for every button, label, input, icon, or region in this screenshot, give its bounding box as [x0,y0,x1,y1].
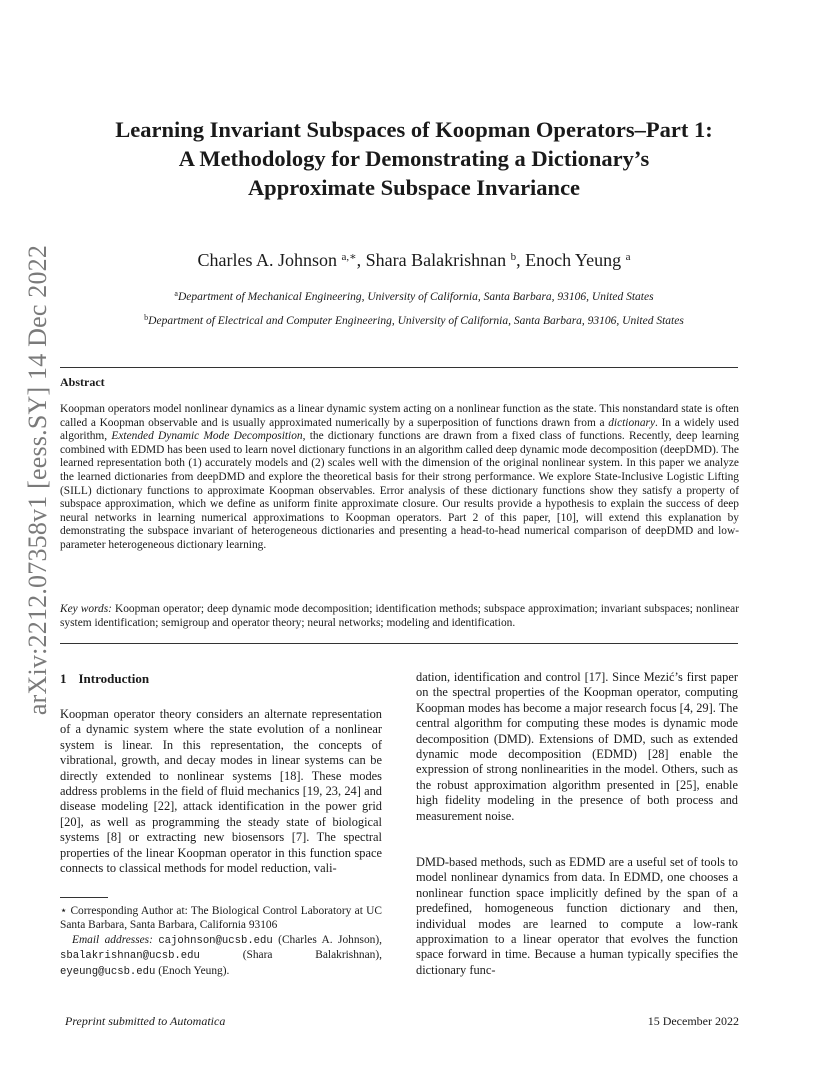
email-link[interactable]: cajohnson@ucsb.edu [158,934,273,947]
affiliation-a [40,289,788,303]
left-column-paragraph: Koopman operator theory considers an alternate representation of a dynamic system where the state evolution of a nonlinear system is linear. In this representation, the concepts of vibrational, growth, and decay modes in linear systems can be directly extended to nonlinear systems [18]. These modes address problems in the field of fluid mechanics [19, 23, 24] and disease modeling [22], attack identification in the power grid [20], as well as programming the steady state of biological systems [8] or extracting new biosensors [7]. The spectral properties of the linear Koopman operator in this function space connects to classical methods for model reduction, vali- [60,707,382,876]
abstract-heading: Abstract [60,375,105,389]
paper-title-line-1: Learning Invariant Subspaces of Koopman Operators–Part 1: [115,117,713,142]
right-column-paragraph: DMD-based methods, such as EDMD are a useful set of tools to model nonlinear dynamics from data. In EDMD, one chooses a nonlinear function space implicitly defined by the span of a predefined, homogeneous function dictionary and then, individual modes are learned to compute a low-rank approximation to a linear operator that evolves the function space forward in time. Because a human typically specifies the dictionary func- [416,855,738,977]
keywords-text: Koopman operator; deep dynamic mode decomposition; identification methods; subspace approximation; invariant subspaces; nonlinear system identification; semigroup and operator theory; neural networks; modeling and identification. [60,603,740,629]
author-list [40,250,788,271]
abstract-text: Koopman operators model nonlinear dynamics as a linear dynamic system acting on a nonlinear function as the state. This nonstandard state is often called a Koopman observable and is usually approximated numerically by a superposition of functions drawn from a [60,403,739,429]
footnote [60,904,382,979]
footnote-divider [60,897,108,898]
abstract-emphasis: Extended Dynamic Mode Decomposition [111,430,303,443]
footnote-text: Corresponding Author at: The Biological Control Laboratory at UC Santa Barbara, Santa Barbara, California 93106 [60,905,382,932]
section-number: 1 [60,671,67,686]
arxiv-stamp [18,244,58,716]
email-owner: (Enoch Yeung). [155,964,230,977]
affiliation-b [40,313,788,327]
author-name: Enoch Yeung [525,250,622,270]
divider [60,367,738,368]
footer-date: 15 December 2022 [647,1014,739,1028]
author-separator: , [356,250,366,270]
author-separator: , [516,250,526,270]
author-affiliation-mark: a [625,251,631,263]
footnote-emails [60,933,382,979]
abstract-emphasis: dictionary [608,416,656,429]
footnote-corresponding [60,904,382,933]
section-title: Introduction [78,671,150,686]
right-column-paragraph: dation, identification and control [17]. Since Mezić’s first paper on the spectral properties of the Koopman operator, computing Koopman modes has become a major research focus [4, 29]. The central algorithm for computing these modes is dynamic mode decomposition (DMD). Extensions of DMD, such as extended dynamic mode decomposition (EDMD) [28] enable the expression of strong nonlinearities in the model. Others, such as the robust approximation algorithm presented in [25], enable high fidelity modeling in the presence of both process and measurement noise. [416,670,738,823]
affiliation-text: Department of Electrical and Computer Engineering, University of California, Santa Barbara, 93106, United States [148,315,684,327]
affiliation-mark: a [174,289,178,298]
affiliation-mark: b [144,313,149,322]
email-link[interactable]: eyeung@ucsb.edu [60,965,156,978]
affiliation-text: Department of Mechanical Engineering, University of California, Santa Barbara, 93106, United States [177,291,654,303]
arxiv-identifier: arXiv:2212.07358v1 [eess.SY] 14 Dec 2022 [23,244,52,716]
keywords-label: Key words: [60,603,112,615]
email-link[interactable]: sbalakrishnan@ucsb.edu [60,950,200,963]
keywords [60,603,739,630]
email-owner: (Charles A. Johnson), [272,933,382,946]
footnote-mark: ⋆ [60,905,68,917]
email-label: Email addresses: [72,933,153,946]
author-affiliation-mark: b [510,251,517,263]
abstract-text: , the dictionary functions are drawn from a fixed class of functions. Recently, deep learning combined with EDMD has been used to learn novel dictionary functions in an algorithm called deep dynamic mode decomposition (deepDMD). The learned representation both (1) accurately models and (2) scales well with the dimension of the original nonlinear system. In this paper we analyze the learned dictionaries from deepDMD and explore the theoretical basis for their strong performance. We explore State-Inclusive Logistic Lifting (SILL) dictionary functions to approximate Koopman observables. Error analysis of these dictionary functions show they satisfy a property of subspace approximation, which we define as uniform finite approximate closure. Our results provide a hypothesis to explain the success of deep neural networks in learning numerical approximations to Koopman operators. Part 2 of this paper, [10], will extend this explanation by demonstrating the subspace invariant of heterogeneous dictionaries and presenting a head-to-head numerical comparison of deepDMD and low-parameter heterogeneous dictionary learning. [60,430,739,551]
abstract-body [60,403,739,553]
author-affiliation-mark: a,∗ [341,251,357,263]
email-owner: (Shara Balakrishnan), [199,949,382,962]
abstract-text: . In a widely used algorithm, [60,416,739,443]
divider [60,643,738,644]
author-name: Shara Balakrishnan [365,250,507,270]
author-name: Charles A. Johnson [197,250,337,270]
paper-title-line-2: A Methodology for Demonstrating a Dictionary’s [178,146,650,171]
footer-journal: Preprint submitted to Automatica [65,1014,226,1028]
section-heading [60,671,149,687]
paper-title-line-3: Approximate Subspace Invariance [247,175,581,200]
